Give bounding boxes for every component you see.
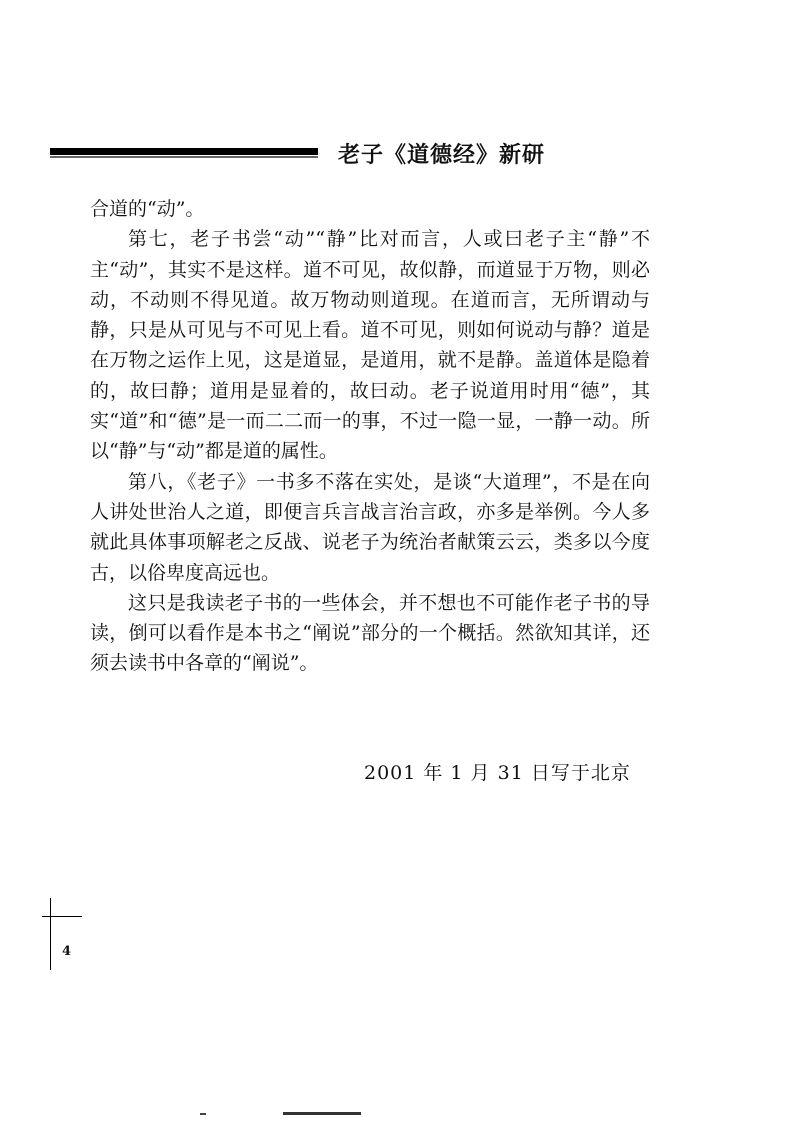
date-signature: 2001 年 1 月 31 日写于北京	[364, 762, 631, 784]
paragraph-closing: 这只是我读老子书的一些体会，并不想也不可能作老子书的导读，倒可以看作是本书之“阐说”部分的一个概括。然欲知其详，还须去读书中各章的“阐说”。	[90, 591, 650, 675]
header-rule	[50, 148, 318, 155]
header-rule-thin	[50, 156, 318, 158]
scan-artifact	[200, 1113, 206, 1115]
page-number: 4	[62, 944, 72, 959]
crop-mark-vertical	[50, 898, 51, 970]
running-header-title: 老子《道德经》新研	[338, 142, 546, 168]
body-text	[90, 194, 650, 679]
crop-mark-horizontal	[42, 916, 82, 917]
paragraph-seventh: 第七，老子书尝“动”“静”比对而言，人或曰老子主“静”不主“动”，其实不是这样。道不可见，故似静，而道显于万物，则必动，不动则不得见道。故万物动则道现。在道而言，无所谓动与静，只是从可见与不可见上看。道不可见，则如何说动与静？道是在万物之运作上见，这是道显，是道用，就不是静。盖道体是隐着的，故曰静；道用是显着的，故曰动。老子说道用时用“德”，其实“道”和“德”是一而二二而一的事，不过一隐一显，一静一动。所以“静”与“动”都是道的属性。	[90, 228, 650, 463]
scan-artifact	[283, 1112, 361, 1115]
paragraph-eighth: 第八，《老子》一书多不落在实处，是谈“大道理”，不是在向人讲处世治人之道，即便言兵言战言治言政，亦多是举例。今人多就此具体事项解老之反战、说老子为统治者献策云云，类多以今度古，以俗卑度高远也。	[90, 470, 650, 584]
paragraph-continuation: 合道的“动”。	[90, 198, 205, 220]
